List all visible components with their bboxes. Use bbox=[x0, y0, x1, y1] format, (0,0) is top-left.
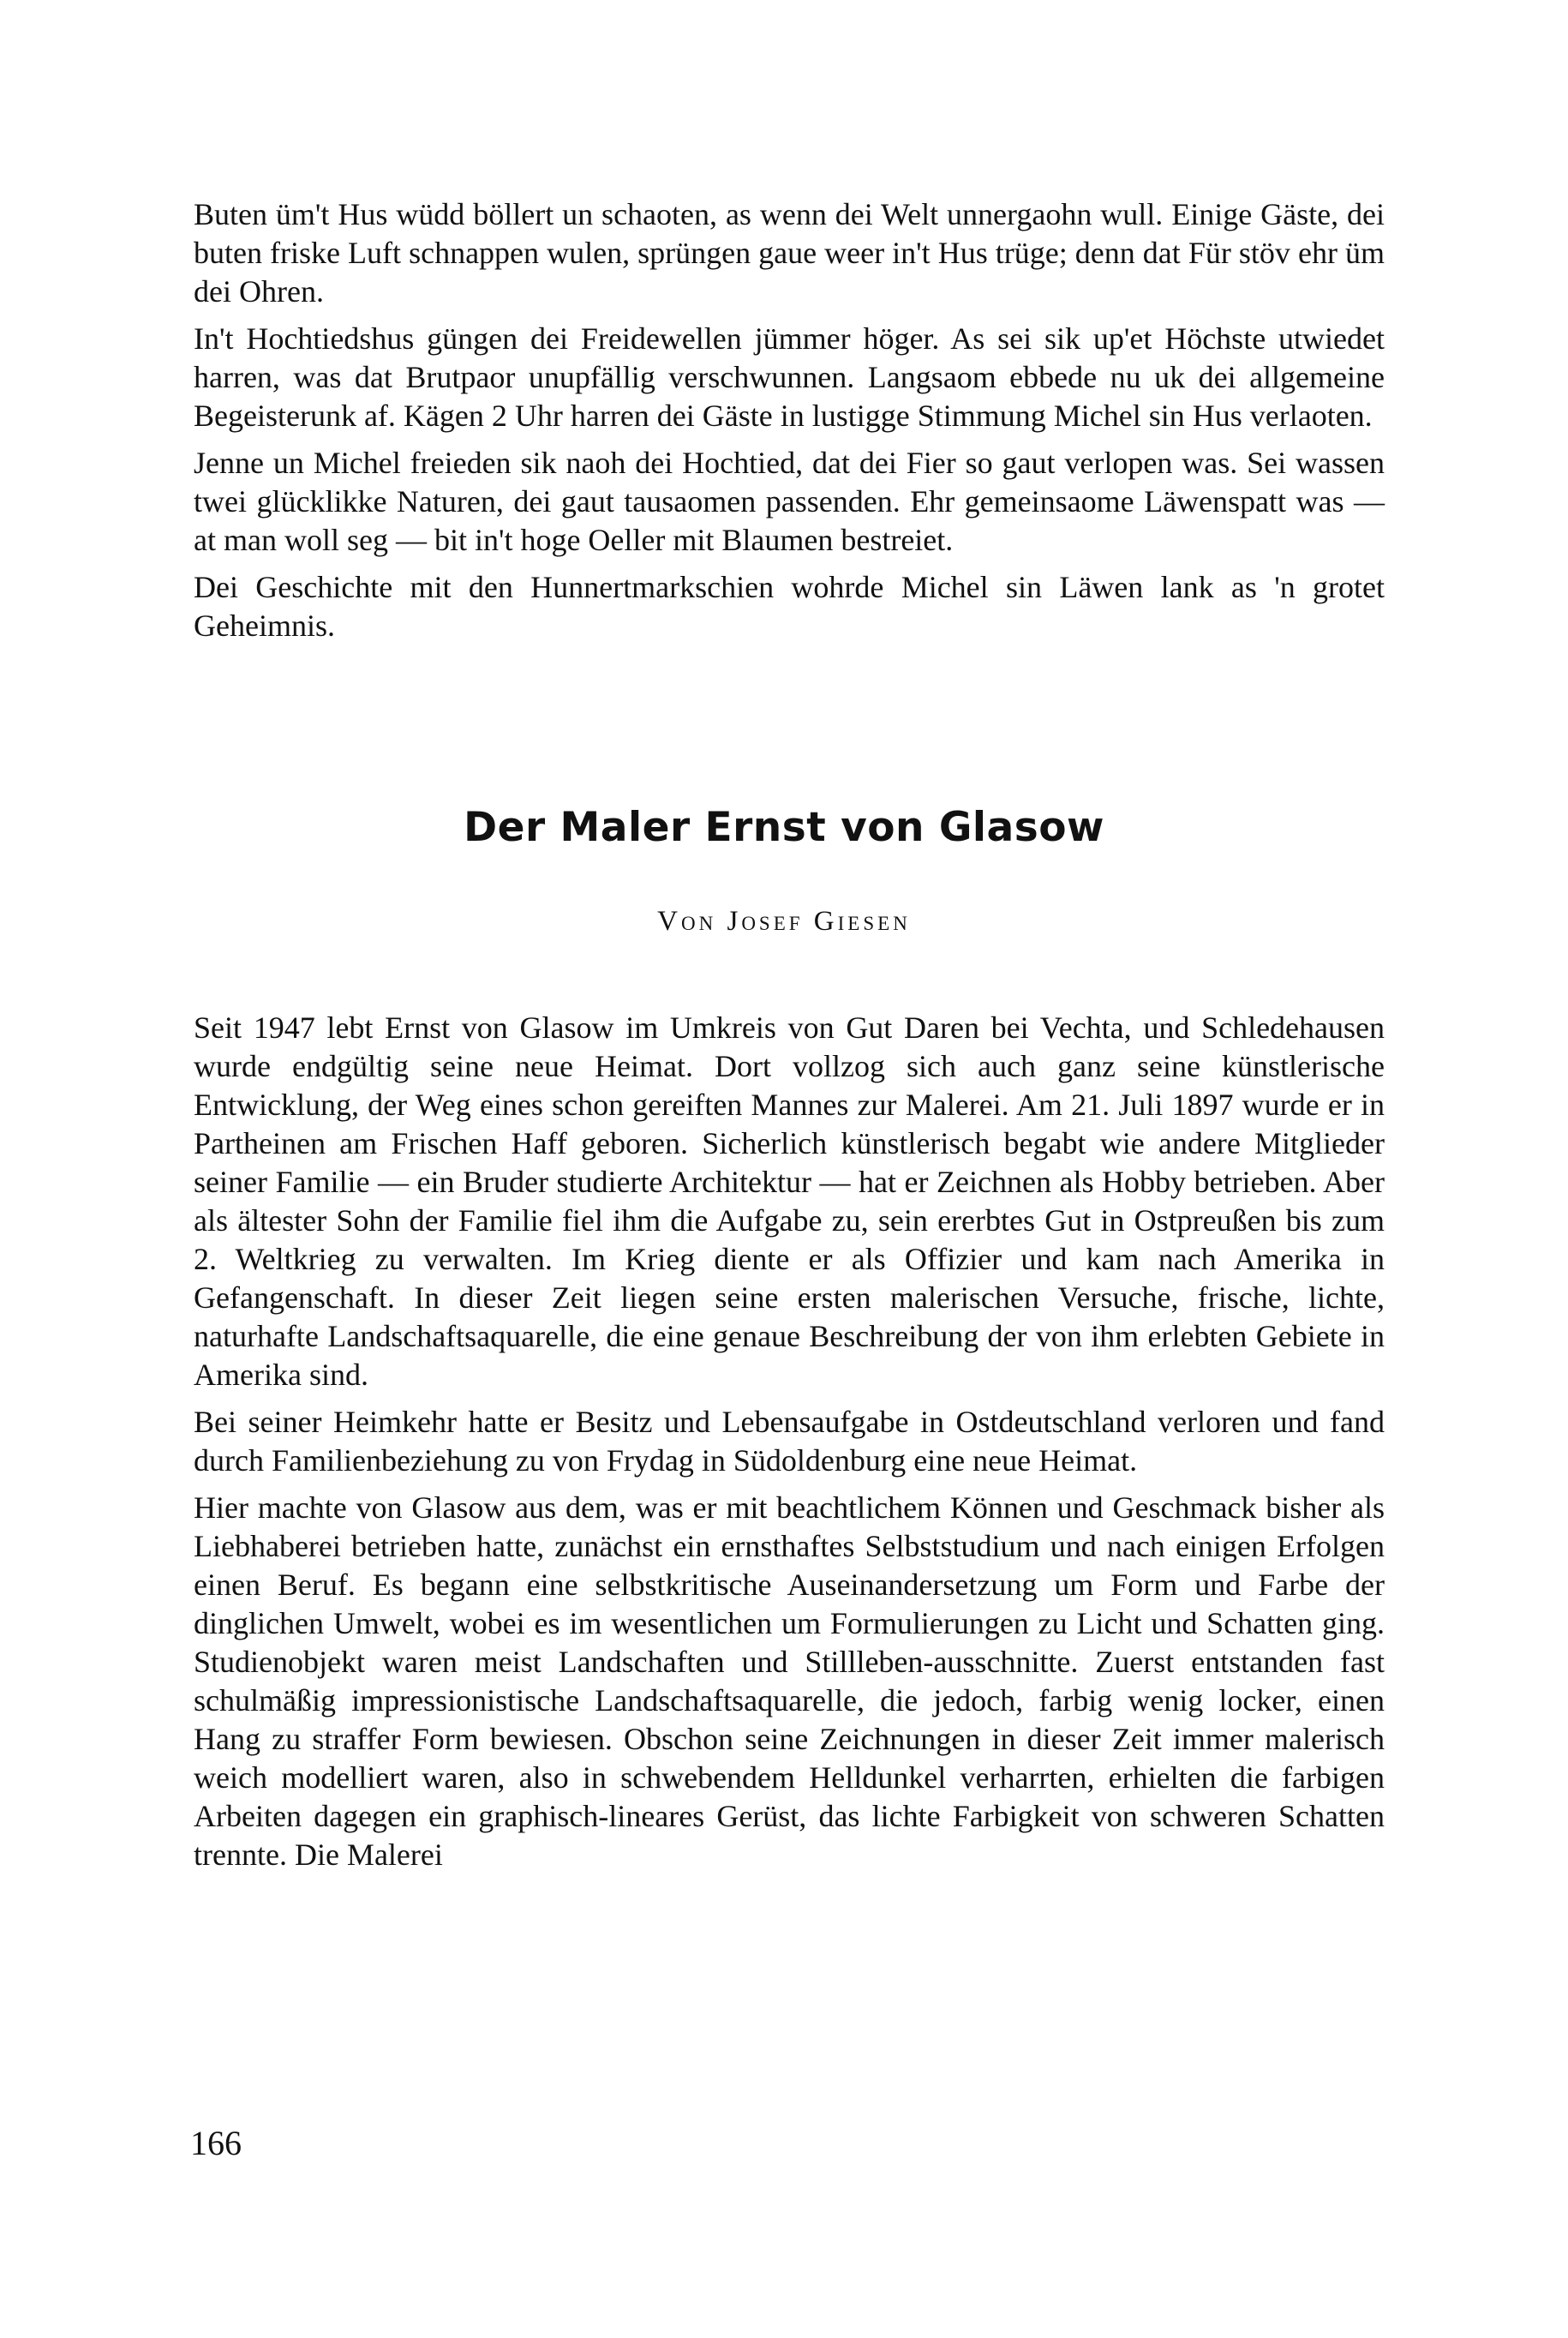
previous-story-ending bbox=[194, 195, 1385, 654]
paragraph: Buten üm't Hus wüdd böllert un schaoten, as wenn dei Welt unnergaohn wull. Einige Gäste, dei buten friske Luft schnappen wulen, sprüngen gaue weer in't Hus trüge; denn dat Für stöv ehr üm dei Ohren. bbox=[194, 197, 1385, 309]
article-title: Der Maler Ernst von Glasow bbox=[464, 804, 1104, 851]
article-body bbox=[194, 1009, 1385, 1883]
paragraph: Jenne un Michel freieden sik naoh dei Hochtied, dat dei Fier so gaut verlopen was. Sei wassen twei glücklikke Naturen, dei gaut tausaomen passenden. Ehr gemeinsaome Läwenspatt was — at man woll seg — bit in't hoge Oeller mit Blaumen bestreiet. bbox=[194, 446, 1385, 557]
paragraph: In't Hochtiedshus güngen dei Freidewellen jümmer höger. As sei sik up'et Höchste utwiedet harren, was dat Brutpaor unupfällig verschwunnen. Langsaom ebbede nu uk dei allgemeine Begeisterunk af. Kägen 2 Uhr harren dei Gäste in lustigge Stimmung Michel sin Hus verlaoten. bbox=[194, 321, 1385, 433]
page-number: 166 bbox=[190, 2124, 242, 2162]
paragraph: Hier machte von Glasow aus dem, was er mit beachtlichem Können und Geschmack bisher als Liebhaberei betrieben hatte, zunächst ein ernsthaftes Selbststudium und nach einigen Erfolgen einen Beruf. Es begann eine selbstkritische Auseinandersetzung um Form und Farbe der dinglichen Umwelt, wobei es im wesentlichen um Formulierungen zu Licht und Schatten ging. Studienobjekt waren meist Landschaften und Stillleben-ausschnitte. Zuerst entstanden fast schulmäßig impressionistische Landschaftsaquarelle, die jedoch, farbig wenig locker, einen Hang zu straffer Form bewiesen. Obschon seine Zeichnungen in dieser Zeit immer malerisch weich modelliert waren, also in schwebendem Helldunkel verharrten, erhielten die farbigen Arbeiten dagegen ein graphisch-lineares Gerüst, das lichte Farbigkeit von schweren Schatten trennte. Die Malerei bbox=[194, 1490, 1385, 1872]
paragraph: Dei Geschichte mit den Hunnertmarkschien wohrde Michel sin Läwen lank as 'n grotet Geheimnis. bbox=[194, 570, 1385, 643]
paragraph: Bei seiner Heimkehr hatte er Besitz und Lebensaufgabe in Ostdeutschland verloren und fand durch Familienbeziehung zu von Frydag in Südoldenburg eine neue Heimat. bbox=[194, 1405, 1385, 1478]
paragraph: Seit 1947 lebt Ernst von Glasow im Umkreis von Gut Daren bei Vechta, und Schledehausen wurde endgültig seine neue Heimat. Dort vollzog sich auch ganz seine künstlerische Entwicklung, der Weg eines schon gereiften Mannes zur Malerei. Am 21. Juli 1897 wurde er in Partheinen am Frischen Haff geboren. Sicherlich künstlerisch begabt wie andere Mitglieder seiner Familie — ein Bruder studierte Architektur — hat er Zeichnen als Hobby betrieben. Aber als ältester Sohn der Familie fiel ihm die Aufgabe zu, sein ererbtes Gut in Ostpreußen bis zum 2. Weltkrieg zu verwalten. Im Krieg diente er als Offizier und kam nach Amerika in Gefangenschaft. In dieser Zeit liegen seine ersten malerischen Versuche, frische, lichte, naturhafte Landschaftsaquarelle, die eine genaue Beschreibung der von ihm erlebten Gebiete in Amerika sind. bbox=[194, 1010, 1385, 1392]
article-byline: Von Josef Giesen bbox=[657, 906, 911, 937]
